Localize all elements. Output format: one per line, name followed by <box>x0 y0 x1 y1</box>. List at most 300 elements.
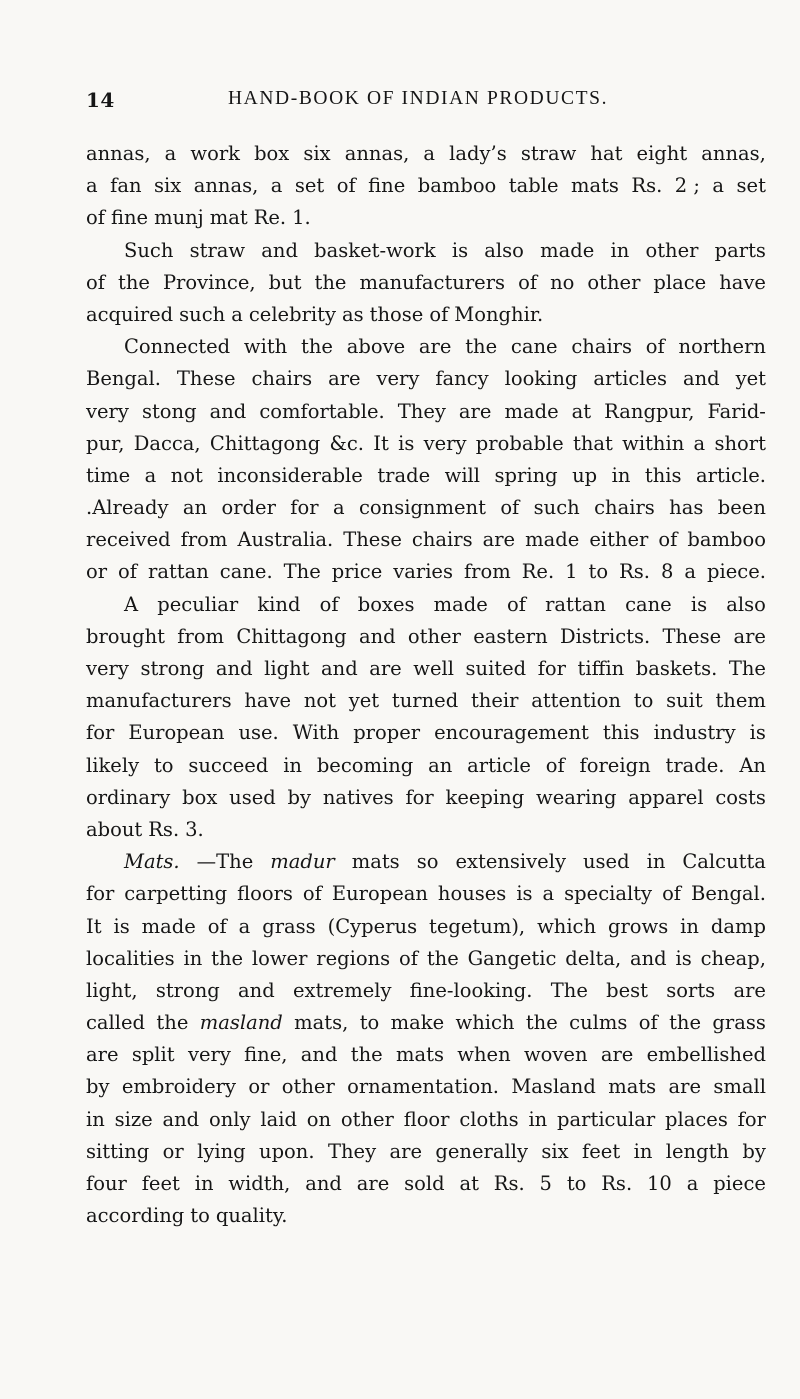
word: a <box>332 496 345 520</box>
word: laid <box>260 1107 297 1131</box>
word: of <box>399 946 418 970</box>
word: only <box>208 1107 251 1131</box>
word: either <box>589 528 649 552</box>
word: such <box>179 302 226 326</box>
word: The <box>550 978 588 1002</box>
word: or <box>86 560 108 584</box>
word: very <box>423 431 467 455</box>
word: to <box>566 1172 587 1195</box>
word: European <box>331 882 428 906</box>
word: in <box>633 1139 653 1163</box>
word: made <box>504 399 559 423</box>
text-line <box>86 846 766 878</box>
text-line <box>86 975 766 1007</box>
word: at <box>571 399 592 423</box>
word: are <box>86 1043 119 1067</box>
word: boxes <box>357 592 415 616</box>
word: Connected <box>124 335 231 359</box>
word: the <box>211 946 244 970</box>
word: brought <box>86 624 165 648</box>
word: Monghir. <box>454 302 544 326</box>
word: becoming <box>316 753 414 777</box>
word: Bengal. <box>691 882 766 906</box>
word: well <box>413 657 454 680</box>
word: extremely <box>292 978 392 1002</box>
word: encouragement <box>434 721 589 745</box>
word: above <box>346 335 406 359</box>
word: strong <box>140 657 205 680</box>
word: from <box>463 560 511 584</box>
word: on <box>306 1107 332 1131</box>
word: a <box>686 1172 699 1195</box>
word: as <box>342 302 364 326</box>
word: (Cyperus <box>327 914 418 938</box>
word: particular <box>557 1107 656 1131</box>
word: the <box>465 335 498 359</box>
word: upon. <box>259 1139 315 1163</box>
word: An <box>739 753 766 777</box>
word: and <box>682 367 720 391</box>
text-line <box>86 556 766 588</box>
word: length <box>665 1139 729 1163</box>
word: small <box>713 1075 766 1099</box>
word: or <box>248 1075 270 1099</box>
word: The <box>283 560 321 584</box>
word: of <box>86 270 105 294</box>
word: a <box>270 174 283 198</box>
word: which <box>455 1011 515 1035</box>
word: in <box>611 463 631 487</box>
word: trade <box>377 463 431 487</box>
word: according <box>86 1204 185 1228</box>
word: chairs <box>594 496 655 520</box>
word: use. <box>238 721 279 745</box>
word: other <box>587 270 641 294</box>
text-line <box>86 396 766 428</box>
text-line <box>86 750 766 782</box>
word: madur <box>270 850 335 874</box>
running-head: HAND-BOOK OF INDIAN PRODUCTS. <box>228 88 609 109</box>
word: very <box>187 1043 231 1067</box>
text-line <box>86 1168 766 1200</box>
text-line <box>86 138 766 170</box>
word: have <box>244 689 292 713</box>
word: Province, <box>162 270 256 294</box>
word: grass <box>712 1011 766 1035</box>
word: delta, <box>565 946 622 970</box>
word: a <box>164 142 177 165</box>
word: likely <box>86 753 140 777</box>
word: chairs <box>571 335 633 359</box>
word: ordinary <box>86 785 171 809</box>
word: used <box>582 850 630 874</box>
word: 5 <box>539 1172 552 1195</box>
word: the <box>426 946 459 970</box>
word: Dacca, <box>133 431 201 455</box>
word: These <box>176 367 236 391</box>
word: other <box>645 238 699 262</box>
word: split <box>131 1043 175 1067</box>
word: Bengal. <box>86 367 161 391</box>
word: size <box>114 1107 153 1131</box>
word: to <box>153 753 174 777</box>
text-line <box>86 170 766 202</box>
word: industry <box>653 721 736 745</box>
word: piece. <box>707 560 766 584</box>
word: cane. <box>219 560 273 584</box>
word: Masland <box>511 1075 596 1099</box>
word: feet <box>582 1139 621 1163</box>
word: lower <box>251 946 308 970</box>
word: or <box>162 1139 184 1163</box>
word: mats <box>608 1075 657 1099</box>
word: Chittagong <box>209 431 321 455</box>
word: also <box>484 238 524 262</box>
text-line <box>86 653 766 685</box>
text-line <box>86 267 766 299</box>
word: peculiar <box>157 592 239 616</box>
word: strong <box>155 978 220 1002</box>
word: have <box>719 270 766 294</box>
word: order <box>221 496 276 520</box>
word: manufacturers <box>86 689 232 713</box>
word: made <box>433 592 488 616</box>
word: is <box>451 238 469 262</box>
word: apparel <box>628 785 704 809</box>
word: ornamentation. <box>347 1075 499 1099</box>
word: chairs <box>411 528 473 552</box>
word: for <box>737 1107 766 1131</box>
word: feet <box>141 1172 180 1195</box>
word: fancy <box>435 367 489 391</box>
word: munj <box>154 206 204 230</box>
word: of <box>658 528 678 552</box>
word: an <box>428 753 453 777</box>
word: Rs. <box>631 174 663 198</box>
word: Re. <box>521 560 555 584</box>
text-line <box>86 878 766 910</box>
word: natives <box>322 785 394 809</box>
word: fine <box>110 206 149 230</box>
word: make <box>390 1011 445 1035</box>
text-line <box>86 363 766 395</box>
word: the <box>525 1011 558 1035</box>
word: is <box>749 721 766 745</box>
word: with <box>243 335 288 359</box>
word: yet <box>348 689 380 713</box>
word: piece <box>713 1172 766 1195</box>
word: cane <box>625 592 672 616</box>
word: from <box>177 624 225 648</box>
word: is <box>516 882 533 906</box>
word: four <box>86 1172 127 1195</box>
word: These <box>343 528 402 552</box>
word: and <box>300 1043 338 1067</box>
word: baskets. <box>635 657 718 680</box>
word: are <box>458 399 492 423</box>
word: for <box>86 882 115 906</box>
word: manufacturers <box>359 270 506 294</box>
word: foreign <box>579 753 651 777</box>
word: Rs. <box>148 817 180 841</box>
word: to <box>359 1011 380 1035</box>
word: up <box>572 463 598 487</box>
word: 8 <box>660 560 674 584</box>
word: of <box>118 560 138 584</box>
word: by <box>742 1139 766 1163</box>
word: of <box>207 914 227 938</box>
word: are <box>733 624 766 648</box>
word: grass <box>262 914 316 938</box>
text-line <box>86 589 766 621</box>
word: are <box>389 1139 422 1163</box>
word: are <box>668 1075 702 1099</box>
word: very <box>86 399 129 423</box>
word: light <box>264 657 310 680</box>
word: and <box>238 978 275 1002</box>
word: not <box>170 463 203 487</box>
word: box <box>254 142 290 165</box>
word: The <box>728 657 766 680</box>
word: article <box>467 753 531 777</box>
word: is <box>113 914 130 938</box>
word: eastern <box>473 624 548 648</box>
word: the <box>156 1011 189 1035</box>
word: fan <box>110 174 142 198</box>
word: at <box>459 1172 479 1195</box>
word: culms <box>569 1011 628 1035</box>
word: mat <box>209 206 248 230</box>
word: Rs. <box>493 1172 525 1195</box>
text-line <box>86 782 766 814</box>
word: of <box>336 174 356 198</box>
word: masland <box>199 1011 283 1035</box>
word: six <box>541 1139 569 1163</box>
word: Districts. <box>559 624 651 648</box>
word: and <box>629 946 667 970</box>
word: width, <box>228 1172 291 1195</box>
word: been <box>717 496 766 520</box>
word: a <box>684 560 697 584</box>
word: very <box>376 367 420 391</box>
word: are <box>482 528 516 552</box>
word: other <box>407 624 461 648</box>
text-line <box>86 460 766 492</box>
word: specialty <box>564 882 653 906</box>
word: are <box>600 1043 634 1067</box>
word: from <box>180 528 228 552</box>
word: are <box>356 1172 390 1195</box>
word: straw <box>520 142 577 165</box>
word: and <box>215 657 253 680</box>
word: a <box>423 142 436 165</box>
word: in <box>283 753 302 777</box>
word: of <box>429 302 449 326</box>
word: Such <box>124 238 174 262</box>
word: hat <box>590 142 623 165</box>
word: for <box>537 657 566 680</box>
word: annas, <box>344 142 410 165</box>
page-header <box>0 0 800 130</box>
word: in <box>610 238 630 262</box>
word: woven <box>523 1043 588 1067</box>
word: the <box>314 270 347 294</box>
word: that <box>573 431 613 455</box>
word: varies <box>393 560 453 584</box>
word: annas, <box>701 142 766 165</box>
word: a <box>231 302 243 326</box>
word: carpetting <box>124 882 228 906</box>
word: Gangetic <box>467 946 557 970</box>
word: this <box>644 463 682 487</box>
word: With <box>292 721 340 745</box>
word: comfortable. <box>259 399 385 423</box>
word: for <box>290 496 319 520</box>
word: also <box>726 592 766 616</box>
text-line <box>86 814 766 846</box>
word: no <box>550 270 575 294</box>
word: time <box>86 463 131 487</box>
word: stong <box>141 399 197 423</box>
word: Rs. <box>619 560 650 584</box>
word: called <box>86 1011 146 1035</box>
word: cheap, <box>700 946 766 970</box>
word: Calcutta <box>682 850 766 874</box>
word: bamboo <box>687 528 766 552</box>
word: used <box>229 785 276 809</box>
word: attention <box>531 689 621 713</box>
word: 1 <box>565 560 578 584</box>
word: Rangpur, <box>604 399 695 423</box>
word: are <box>328 367 361 391</box>
word: fine-looking. <box>409 978 533 1002</box>
word: tegetum), <box>429 914 526 938</box>
word: six <box>303 142 331 165</box>
word: for <box>86 721 115 745</box>
word: European <box>128 721 225 745</box>
word: sorts <box>666 978 716 1002</box>
word: is <box>675 946 692 970</box>
word: consignment <box>358 496 486 520</box>
word: kind <box>257 592 301 616</box>
word: such <box>533 496 580 520</box>
word: the <box>350 1043 383 1067</box>
word: 1. <box>292 206 311 230</box>
word: lady’s <box>449 142 507 165</box>
word: in <box>86 1107 105 1131</box>
text-line <box>86 428 766 460</box>
word: but <box>268 270 302 294</box>
word: has <box>669 496 704 520</box>
word: this <box>602 721 640 745</box>
word: cane <box>510 335 558 359</box>
word: set <box>294 174 325 198</box>
word: mats, <box>294 1011 349 1035</box>
word: yet <box>735 367 766 391</box>
word: are <box>733 978 766 1002</box>
word: embellished <box>646 1043 766 1067</box>
word: proper <box>353 721 421 745</box>
word: extensively <box>455 850 566 874</box>
text-line <box>86 1007 766 1039</box>
word: They <box>397 399 446 423</box>
word: a <box>542 882 555 906</box>
word: floor <box>403 1107 450 1131</box>
word: box <box>182 785 218 809</box>
word: set <box>736 174 766 198</box>
word: inconsiderable <box>217 463 363 487</box>
word: They <box>327 1139 377 1163</box>
text-line <box>86 492 766 524</box>
word: of <box>638 1011 658 1035</box>
word: and <box>209 399 247 423</box>
word: are <box>418 335 452 359</box>
word: their <box>470 689 519 713</box>
text-line <box>86 524 766 556</box>
word: Chittagong <box>236 624 347 648</box>
word: embroidery <box>121 1075 237 1099</box>
word: the <box>301 335 333 359</box>
word: best <box>606 978 649 1002</box>
word: straw <box>189 238 246 262</box>
text-line <box>86 911 766 943</box>
word: made <box>141 914 196 938</box>
word: a <box>144 463 157 487</box>
word: fine, <box>244 1043 288 1067</box>
word: table <box>508 174 559 198</box>
word: of <box>545 753 565 777</box>
word: those <box>369 302 424 326</box>
word: and <box>358 624 396 648</box>
word: is <box>690 592 708 616</box>
word: of <box>645 335 665 359</box>
word: to <box>190 1204 210 1228</box>
word: Re. <box>253 206 287 230</box>
text-line <box>86 235 766 267</box>
word: about <box>86 817 143 841</box>
word: It <box>86 914 102 938</box>
word: &c. <box>329 431 364 455</box>
word: annas, <box>193 174 259 198</box>
word: localities <box>86 946 175 970</box>
word: Mats. <box>124 850 180 874</box>
word: It <box>373 431 389 455</box>
word: short <box>714 431 766 455</box>
word: of <box>319 592 339 616</box>
word: rattan <box>545 592 606 616</box>
word: wearing <box>536 785 617 809</box>
text-line <box>86 943 766 975</box>
word: fine <box>368 174 406 198</box>
word: quality. <box>215 1204 288 1228</box>
word: trade. <box>665 753 725 777</box>
word: rattan <box>148 560 209 584</box>
word: grows <box>607 914 669 938</box>
word: a <box>693 431 706 455</box>
word: sitting <box>86 1139 150 1163</box>
word: cloths <box>459 1107 519 1131</box>
word: looking <box>504 367 578 391</box>
word: eight <box>636 142 688 165</box>
page-number: 14 <box>86 88 115 112</box>
word: and <box>261 238 298 262</box>
word: northern <box>678 335 766 359</box>
word: 2 ; <box>674 174 700 198</box>
text-line <box>86 1039 766 1071</box>
word: to <box>633 689 654 713</box>
word: so <box>416 850 439 874</box>
word: price <box>331 560 383 584</box>
